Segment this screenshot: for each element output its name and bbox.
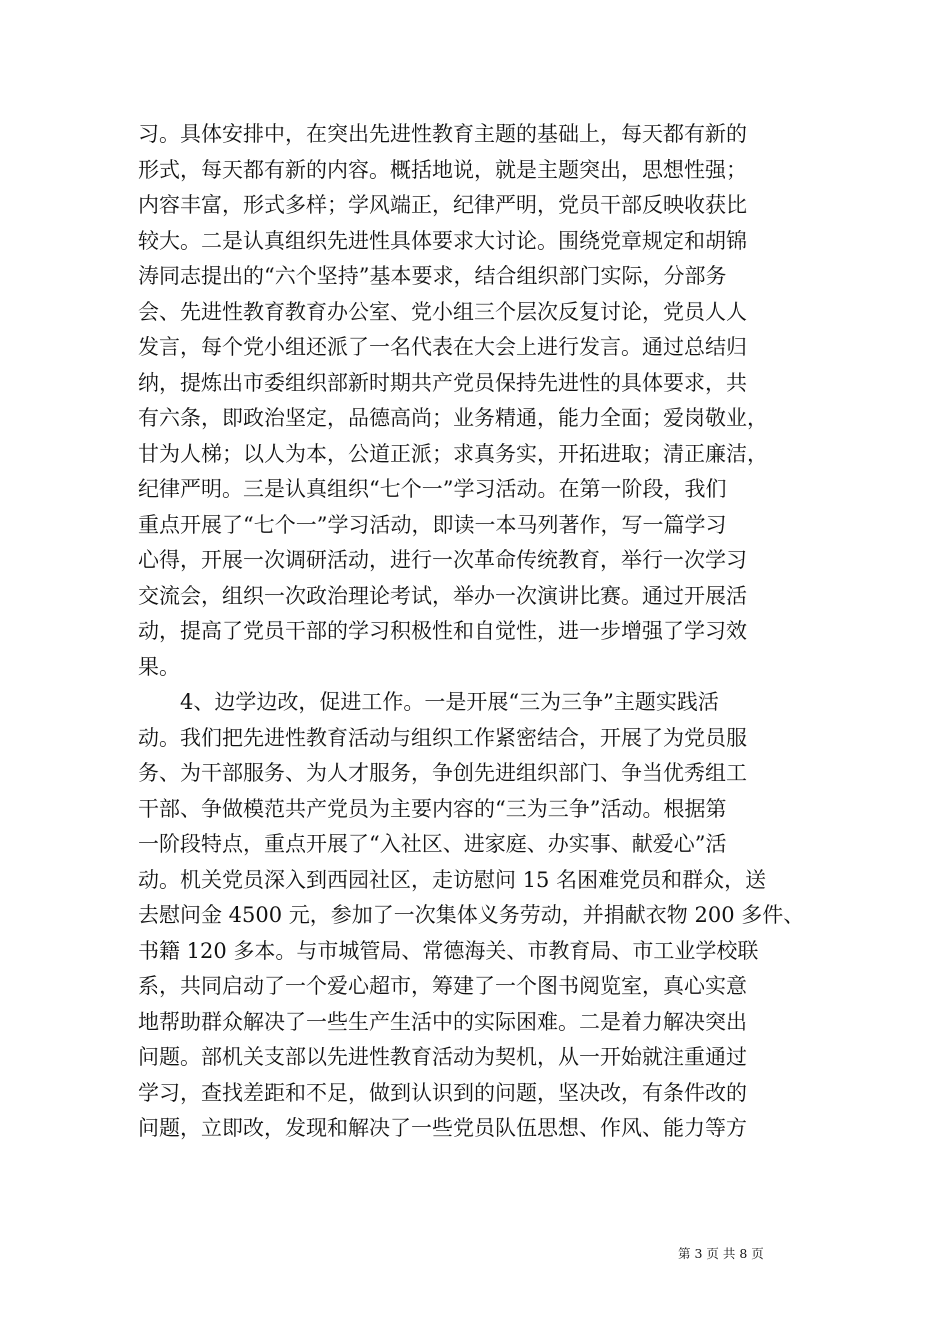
document-body: [138, 117, 818, 1147]
text-line: 去慰问金 4500 元，参加了一次集体义务劳动，并捐献衣物 200 多件、: [138, 903, 805, 927]
text-line: 会、先进性教育教育办公室、党小组三个层次反复讨论，党员人人: [138, 299, 747, 324]
text-line: 内容丰富，形式多样；学风端正，纪律严明，党员干部反映收获比: [138, 193, 747, 217]
text-line: 重点开展了“七个一”学习活动，即读一本马列著作，写一篇学习: [138, 512, 727, 537]
text-line: 有六条，即政治坚定，品德高尚；业务精通，能力全面；爱岗敬业，: [138, 406, 768, 430]
text-line: 甘为人梯；以人为本，公道正派；求真务实，开拓进取；清正廉洁，: [138, 441, 768, 466]
text-line: 交流会，组织一次政治理论考试，举办一次演讲比赛。通过开展活: [138, 583, 747, 608]
text-line-indented: 4、边学边改，促进工作。一是开展“三为三争”主题实践活: [180, 690, 719, 714]
text-line: 一阶段特点，重点开展了“入社区、进家庭、办实事、献爱心”活: [138, 832, 727, 856]
text-line: 果。: [138, 654, 180, 679]
text-line: 动。机关党员深入到西园社区，走访慰问 15 名困难党员和群众，送: [138, 867, 767, 892]
text-line: 习。具体安排中，在突出先进性教育主题的基础上，每天都有新的: [138, 122, 747, 146]
text-line: 地帮助群众解决了一些生产生活中的实际困难。二是着力解决突出: [138, 1009, 747, 1034]
text-line: 书籍 120 多本。与市城管局、常德海关、市教育局、市工业学校联: [138, 938, 759, 963]
text-line: 问题，立即改，发现和解决了一些党员队伍思想、作风、能力等方: [138, 1116, 747, 1140]
text-line: 干部、争做模范共产党员为主要内容的“三为三争”活动。根据第: [138, 796, 727, 821]
page-number-footer: 第 3 页 共 8 页: [678, 1246, 764, 1261]
paragraph-1: [138, 117, 818, 685]
text-line: 心得，开展一次调研活动，进行一次革命传统教育，举行一次学习: [138, 548, 747, 572]
paragraph-2: [138, 685, 818, 1147]
text-line: 较大。二是认真组织先进性具体要求大讨论。围绕党章规定和胡锦: [138, 228, 747, 253]
text-line: 纳，提炼出市委组织部新时期共产党员保持先进性的具体要求，共: [138, 370, 747, 395]
text-line: 问题。部机关支部以先进性教育活动为契机，从一开始就注重通过: [138, 1045, 747, 1069]
text-line: 形式，每天都有新的内容。概括地说，就是主题突出，思想性强；: [138, 157, 747, 182]
text-line: 纪律严明。三是认真组织“七个一”学习活动。在第一阶段，我们: [138, 477, 727, 501]
text-line: 动。我们把先进性教育活动与组织工作紧密结合，开展了为党员服: [138, 725, 747, 750]
text-line: 务、为干部服务、为人才服务，争创先进组织部门、争当优秀组工: [138, 761, 747, 785]
text-line: 学习，查找差距和不足，做到认识到的问题，坚决改，有条件改的: [138, 1080, 747, 1105]
text-line: 发言，每个党小组还派了一名代表在大会上进行发言。通过总结归: [138, 335, 747, 359]
text-line: 系，共同启动了一个爱心超市，筹建了一个图书阅览室，真心实意: [138, 974, 747, 998]
text-line: 动，提高了党员干部的学习积极性和自觉性，进一步增强了学习效: [138, 619, 747, 643]
text-line: 涛同志提出的“六个坚持”基本要求，结合组织部门实际，分部务: [138, 264, 727, 288]
